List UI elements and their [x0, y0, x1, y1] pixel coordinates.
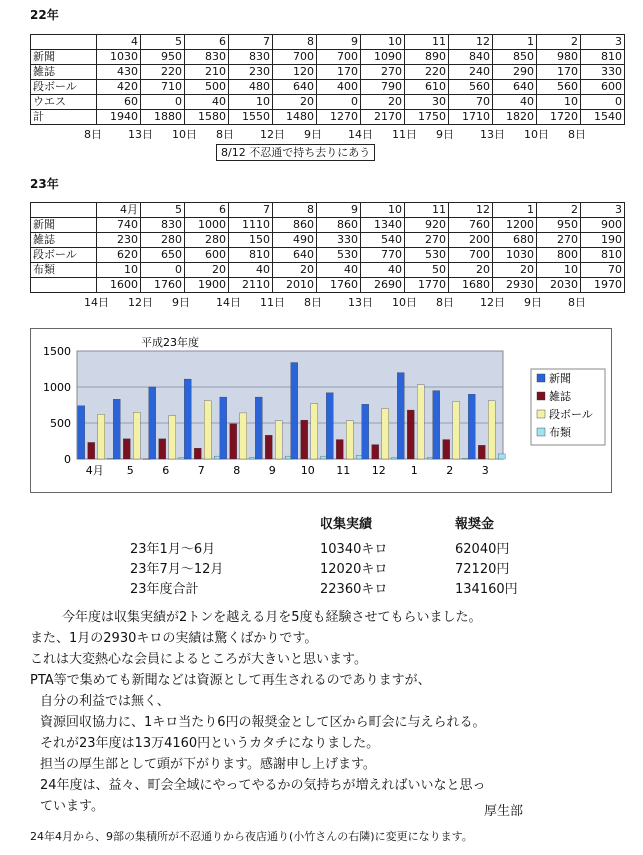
header-corner: [31, 35, 97, 50]
bar: [169, 416, 176, 459]
table-cell: 270: [405, 233, 449, 248]
y-tick-label: 1000: [43, 381, 71, 394]
x-tick-label: 12: [371, 464, 386, 477]
table-row: [31, 278, 625, 293]
collection-date: 12日: [128, 296, 153, 309]
bar: [417, 385, 424, 459]
table-cell: 1000: [185, 218, 229, 233]
collection-date: 10日: [392, 296, 417, 309]
table-cell: 860: [273, 218, 317, 233]
table-header-row: [31, 35, 625, 50]
legend-label: 雑誌: [549, 390, 571, 403]
x-tick-label: 5: [126, 464, 134, 477]
month-header: 10: [361, 203, 405, 218]
table-cell: 190: [581, 233, 625, 248]
summary-yen: 134160円: [455, 582, 518, 597]
table-cell: 70: [449, 95, 493, 110]
collection-date: 13日: [480, 128, 505, 141]
bar: [362, 404, 369, 459]
legend-swatch: [537, 428, 545, 436]
table-cell: 20: [361, 95, 405, 110]
bar: [149, 387, 156, 459]
bar: [88, 442, 95, 459]
table-cell: 20: [449, 263, 493, 278]
collection-date: 10日: [524, 128, 549, 141]
table-cell: 330: [317, 233, 361, 248]
month-header: 12: [449, 35, 493, 50]
table-cell: 280: [185, 233, 229, 248]
body-line: 今年度は収集実績が2トンを越える月を5度も経験させてもらいました。: [62, 610, 482, 625]
body-line: 担当の厚生部として頭が下がります。感謝申し上げます。: [40, 757, 376, 772]
table-cell: 330: [581, 65, 625, 80]
table-cell: 640: [273, 248, 317, 263]
bar: [346, 421, 353, 459]
bar: [326, 393, 333, 459]
collection-date: 8日: [304, 296, 322, 309]
table-cell: 1030: [97, 50, 141, 65]
table-cell: 860: [317, 218, 361, 233]
body-line: 自分の利益では無く、: [40, 694, 170, 709]
table-cell: 700: [273, 50, 317, 65]
table-cell: 530: [405, 248, 449, 263]
table-cell: 0: [141, 263, 185, 278]
table-cell: 1900: [185, 278, 229, 293]
table-cell: 1720: [537, 110, 581, 125]
table-cell: 400: [317, 80, 361, 95]
row-label: ウエス: [31, 95, 97, 110]
table-cell: 200: [449, 233, 493, 248]
table-cell: 230: [229, 65, 273, 80]
month-header: 9: [317, 35, 361, 50]
table-cell: 560: [449, 80, 493, 95]
bar: [488, 401, 495, 459]
table-row: [31, 65, 625, 80]
table-cell: 760: [449, 218, 493, 233]
row-label: [31, 278, 97, 293]
table-cell: 850: [493, 50, 537, 65]
bar: [301, 420, 308, 459]
body-line: また、1月の2930キロの実績は驚くばかりです。: [30, 631, 318, 646]
x-tick-label: 4月: [85, 464, 104, 477]
collection-date: 14日: [216, 296, 241, 309]
table-cell: 50: [405, 263, 449, 278]
table-cell: 10: [229, 95, 273, 110]
table-cell: 20: [185, 263, 229, 278]
table-cell: 920: [405, 218, 449, 233]
month-header: 12: [449, 203, 493, 218]
bar: [478, 445, 485, 459]
table-cell: 1820: [493, 110, 537, 125]
x-tick-label: 7: [197, 464, 205, 477]
table-cell: 2030: [537, 278, 581, 293]
footer-note: 24年4月から、9部の集積所が不忍通りから夜店通り(小竹さんの右隣)に変更になります。: [30, 830, 473, 843]
bar: [372, 445, 379, 459]
table-cell: 240: [449, 65, 493, 80]
chart-title: 平成23年度: [141, 336, 199, 349]
table-cell: 770: [361, 248, 405, 263]
table-cell: 40: [229, 263, 273, 278]
collection-date: 9日: [304, 128, 322, 141]
bar: [453, 401, 460, 459]
summary-yen: 72120円: [455, 562, 510, 577]
table-cell: 1540: [581, 110, 625, 125]
table-cell: 640: [493, 80, 537, 95]
collection-date: 9日: [172, 296, 190, 309]
collection-date: 10日: [172, 128, 197, 141]
table-cell: 20: [273, 95, 317, 110]
month-header: 8: [273, 35, 317, 50]
summary-kg: 12020キロ: [320, 562, 388, 577]
table-cell: 20: [273, 263, 317, 278]
collection-date: 8日: [436, 296, 454, 309]
legend-label: 布類: [549, 426, 571, 439]
legend-label: 段ボール: [549, 408, 593, 421]
table-cell: 20: [493, 263, 537, 278]
table-cell: 1580: [185, 110, 229, 125]
summary-header-reward: 報奨金: [455, 517, 495, 532]
table-cell: 270: [537, 233, 581, 248]
table-cell: 1770: [405, 278, 449, 293]
table-row: [31, 233, 625, 248]
row-label: 段ボール: [31, 80, 97, 95]
table-cell: 1880: [141, 110, 185, 125]
body-line: これは大変熱心な会員によるところが大きいと思います。: [30, 652, 367, 667]
table-row: [31, 263, 625, 278]
bar: [220, 397, 227, 459]
table-cell: 70: [581, 263, 625, 278]
table-cell: 40: [361, 263, 405, 278]
row-label: 新聞: [31, 218, 97, 233]
x-tick-label: 11: [336, 464, 351, 477]
collection-dates-22: [30, 126, 624, 140]
table-cell: 650: [141, 248, 185, 263]
bar: [291, 363, 298, 459]
month-header: 6: [185, 35, 229, 50]
theft-note: 8/12 不忍通で持ち去りにあう: [216, 144, 375, 161]
table-row: [31, 80, 625, 95]
body-line: 24年度は、益々、町会全域にやってやるかの気持ちが増えればいいなと思っ: [40, 778, 486, 793]
table-cell: 810: [229, 248, 273, 263]
table-cell: 2110: [229, 278, 273, 293]
table-cell: 740: [97, 218, 141, 233]
table-cell: 2170: [361, 110, 405, 125]
collection-date: 11日: [260, 296, 285, 309]
summary-label: 23年7月～12月: [130, 562, 224, 577]
month-header: 2: [537, 203, 581, 218]
month-header: 11: [405, 203, 449, 218]
table-cell: 1750: [405, 110, 449, 125]
bar: [113, 399, 120, 459]
x-tick-label: 8: [233, 464, 241, 477]
table-cell: 290: [493, 65, 537, 80]
table-cell: 210: [185, 65, 229, 80]
bar: [468, 394, 475, 459]
table-cell: 0: [581, 95, 625, 110]
summary-yen: 62040円: [455, 542, 510, 557]
table-cell: 10: [537, 95, 581, 110]
row-label: 計: [31, 110, 97, 125]
header-corner: [31, 203, 97, 218]
bar: [407, 410, 414, 459]
month-header: 4: [97, 35, 141, 50]
bar: [133, 412, 140, 459]
table-cell: 500: [185, 80, 229, 95]
table-cell: 1480: [273, 110, 317, 125]
section-title-23: 23年: [30, 177, 59, 191]
legend-swatch: [537, 374, 545, 382]
table-cell: 0: [317, 95, 361, 110]
table-cell: 220: [405, 65, 449, 80]
collection-date: 8日: [568, 128, 586, 141]
month-header: 4月: [97, 203, 141, 218]
table-cell: 280: [141, 233, 185, 248]
collection-date: 8日: [216, 128, 234, 141]
chart-svg: [31, 329, 611, 492]
table-cell: 1550: [229, 110, 273, 125]
legend-label: 新聞: [549, 372, 571, 385]
table-cell: 980: [537, 50, 581, 65]
x-tick-label: 10: [300, 464, 315, 477]
legend-swatch: [537, 410, 545, 418]
recycling-bar-chart: [30, 328, 612, 493]
table-cell: 810: [581, 50, 625, 65]
body-line: ています。: [40, 799, 104, 814]
table-cell: 10: [537, 263, 581, 278]
table-cell: 610: [405, 80, 449, 95]
table-cell: 830: [141, 218, 185, 233]
table-cell: 830: [185, 50, 229, 65]
bar: [98, 414, 105, 459]
table-cell: 480: [229, 80, 273, 95]
summary-header-collect: 収集実績: [320, 517, 373, 532]
table-cell: 220: [141, 65, 185, 80]
summary-label: 23年度合計: [130, 582, 199, 597]
summary-kg: 22360キロ: [320, 582, 388, 597]
body-line: PTA等で集めても新聞などは資源として再生されるのでありますが、: [30, 673, 431, 688]
month-header: 7: [229, 203, 273, 218]
month-header: 5: [141, 203, 185, 218]
month-header: 5: [141, 35, 185, 50]
collection-date: 14日: [348, 128, 373, 141]
recycling-table-22: [30, 34, 625, 125]
summary-label: 23年1月～6月: [130, 542, 216, 557]
table-cell: 530: [317, 248, 361, 263]
bar: [204, 401, 211, 459]
y-tick-label: 0: [64, 453, 71, 466]
table-cell: 700: [449, 248, 493, 263]
table-cell: 490: [273, 233, 317, 248]
legend-swatch: [537, 392, 545, 400]
table-cell: 950: [141, 50, 185, 65]
table-cell: 40: [317, 263, 361, 278]
table-cell: 1110: [229, 218, 273, 233]
collection-date: 12日: [260, 128, 285, 141]
collection-date: 12日: [480, 296, 505, 309]
table-cell: 40: [185, 95, 229, 110]
table-cell: 560: [537, 80, 581, 95]
table-cell: 800: [537, 248, 581, 263]
table-cell: 840: [449, 50, 493, 65]
table-cell: 420: [97, 80, 141, 95]
month-header: 7: [229, 35, 273, 50]
x-tick-label: 9: [268, 464, 276, 477]
month-header: 1: [493, 203, 537, 218]
table-cell: 620: [97, 248, 141, 263]
table-cell: 890: [405, 50, 449, 65]
x-tick-label: 1: [410, 464, 418, 477]
collection-date: 8日: [84, 128, 102, 141]
bar: [265, 435, 272, 459]
y-tick-label: 1500: [43, 345, 71, 358]
table-cell: 700: [317, 50, 361, 65]
table-cell: 1970: [581, 278, 625, 293]
collection-date: 9日: [436, 128, 454, 141]
table-cell: 710: [141, 80, 185, 95]
collection-date: 11日: [392, 128, 417, 141]
bar: [311, 404, 318, 459]
summary-kg: 10340キロ: [320, 542, 388, 557]
month-header: 3: [581, 203, 625, 218]
month-header: 3: [581, 35, 625, 50]
row-label: 新聞: [31, 50, 97, 65]
bar: [255, 397, 262, 459]
table-cell: 540: [361, 233, 405, 248]
table-cell: 30: [405, 95, 449, 110]
collection-date: 14日: [84, 296, 109, 309]
table-cell: 2930: [493, 278, 537, 293]
table-cell: 640: [273, 80, 317, 95]
table-cell: 60: [97, 95, 141, 110]
collection-date: 13日: [128, 128, 153, 141]
bar: [240, 413, 247, 459]
bar: [433, 391, 440, 459]
table-cell: 950: [537, 218, 581, 233]
table-cell: 1270: [317, 110, 361, 125]
month-header: 2: [537, 35, 581, 50]
x-tick-label: 2: [446, 464, 454, 477]
table-cell: 230: [97, 233, 141, 248]
table-cell: 170: [317, 65, 361, 80]
section-title-22: 22年: [30, 8, 59, 22]
table-cell: 430: [97, 65, 141, 80]
bar: [159, 439, 166, 459]
table-cell: 2690: [361, 278, 405, 293]
bar: [382, 409, 389, 459]
table-cell: 1940: [97, 110, 141, 125]
bar: [397, 373, 404, 459]
x-tick-label: 6: [162, 464, 170, 477]
table-cell: 1600: [97, 278, 141, 293]
y-tick-label: 500: [50, 417, 71, 430]
row-label: 雑誌: [31, 233, 97, 248]
table-cell: 600: [581, 80, 625, 95]
month-header: 9: [317, 203, 361, 218]
table-cell: 1200: [493, 218, 537, 233]
table-cell: 120: [273, 65, 317, 80]
month-header: 8: [273, 203, 317, 218]
collection-date: 13日: [348, 296, 373, 309]
table-row: [31, 248, 625, 263]
month-header: 1: [493, 35, 537, 50]
row-label: 段ボール: [31, 248, 97, 263]
table-header-row: [31, 203, 625, 218]
bar: [275, 421, 282, 459]
collection-date: 9日: [524, 296, 542, 309]
bar: [230, 424, 237, 459]
table-cell: 1090: [361, 50, 405, 65]
body-line: 資源回収協力に、1キロ当たり6円の報奨金として区から町会に与えられる。: [40, 715, 486, 730]
bar: [78, 406, 85, 459]
table-cell: 1760: [317, 278, 361, 293]
month-header: 6: [185, 203, 229, 218]
table-cell: 680: [493, 233, 537, 248]
row-label: 布類: [31, 263, 97, 278]
table-cell: 790: [361, 80, 405, 95]
table-cell: 600: [185, 248, 229, 263]
table-cell: 40: [493, 95, 537, 110]
table-row: [31, 218, 625, 233]
month-header: 11: [405, 35, 449, 50]
signature: 厚生部: [484, 804, 524, 819]
table-cell: 900: [581, 218, 625, 233]
bar: [194, 448, 201, 459]
table-cell: 10: [97, 263, 141, 278]
bar: [336, 440, 343, 459]
table-row: [31, 110, 625, 125]
x-tick-label: 3: [481, 464, 489, 477]
bar: [184, 379, 191, 459]
table-cell: 1030: [493, 248, 537, 263]
collection-date: 8日: [568, 296, 586, 309]
bar: [498, 454, 505, 459]
table-cell: 810: [581, 248, 625, 263]
month-header: 10: [361, 35, 405, 50]
table-row: [31, 50, 625, 65]
table-cell: 0: [141, 95, 185, 110]
row-label: 雑誌: [31, 65, 97, 80]
table-cell: 1680: [449, 278, 493, 293]
table-cell: 150: [229, 233, 273, 248]
table-cell: 830: [229, 50, 273, 65]
collection-dates-23: [30, 294, 624, 308]
table-row: [31, 95, 625, 110]
table-cell: 1340: [361, 218, 405, 233]
recycling-table-23: [30, 202, 625, 293]
table-cell: 2010: [273, 278, 317, 293]
table-cell: 270: [361, 65, 405, 80]
body-line: それが23年度は13万4160円というカタチになりました。: [40, 736, 380, 751]
table-cell: 1710: [449, 110, 493, 125]
bar: [123, 439, 130, 459]
table-cell: 170: [537, 65, 581, 80]
table-cell: 1760: [141, 278, 185, 293]
bar: [443, 440, 450, 459]
